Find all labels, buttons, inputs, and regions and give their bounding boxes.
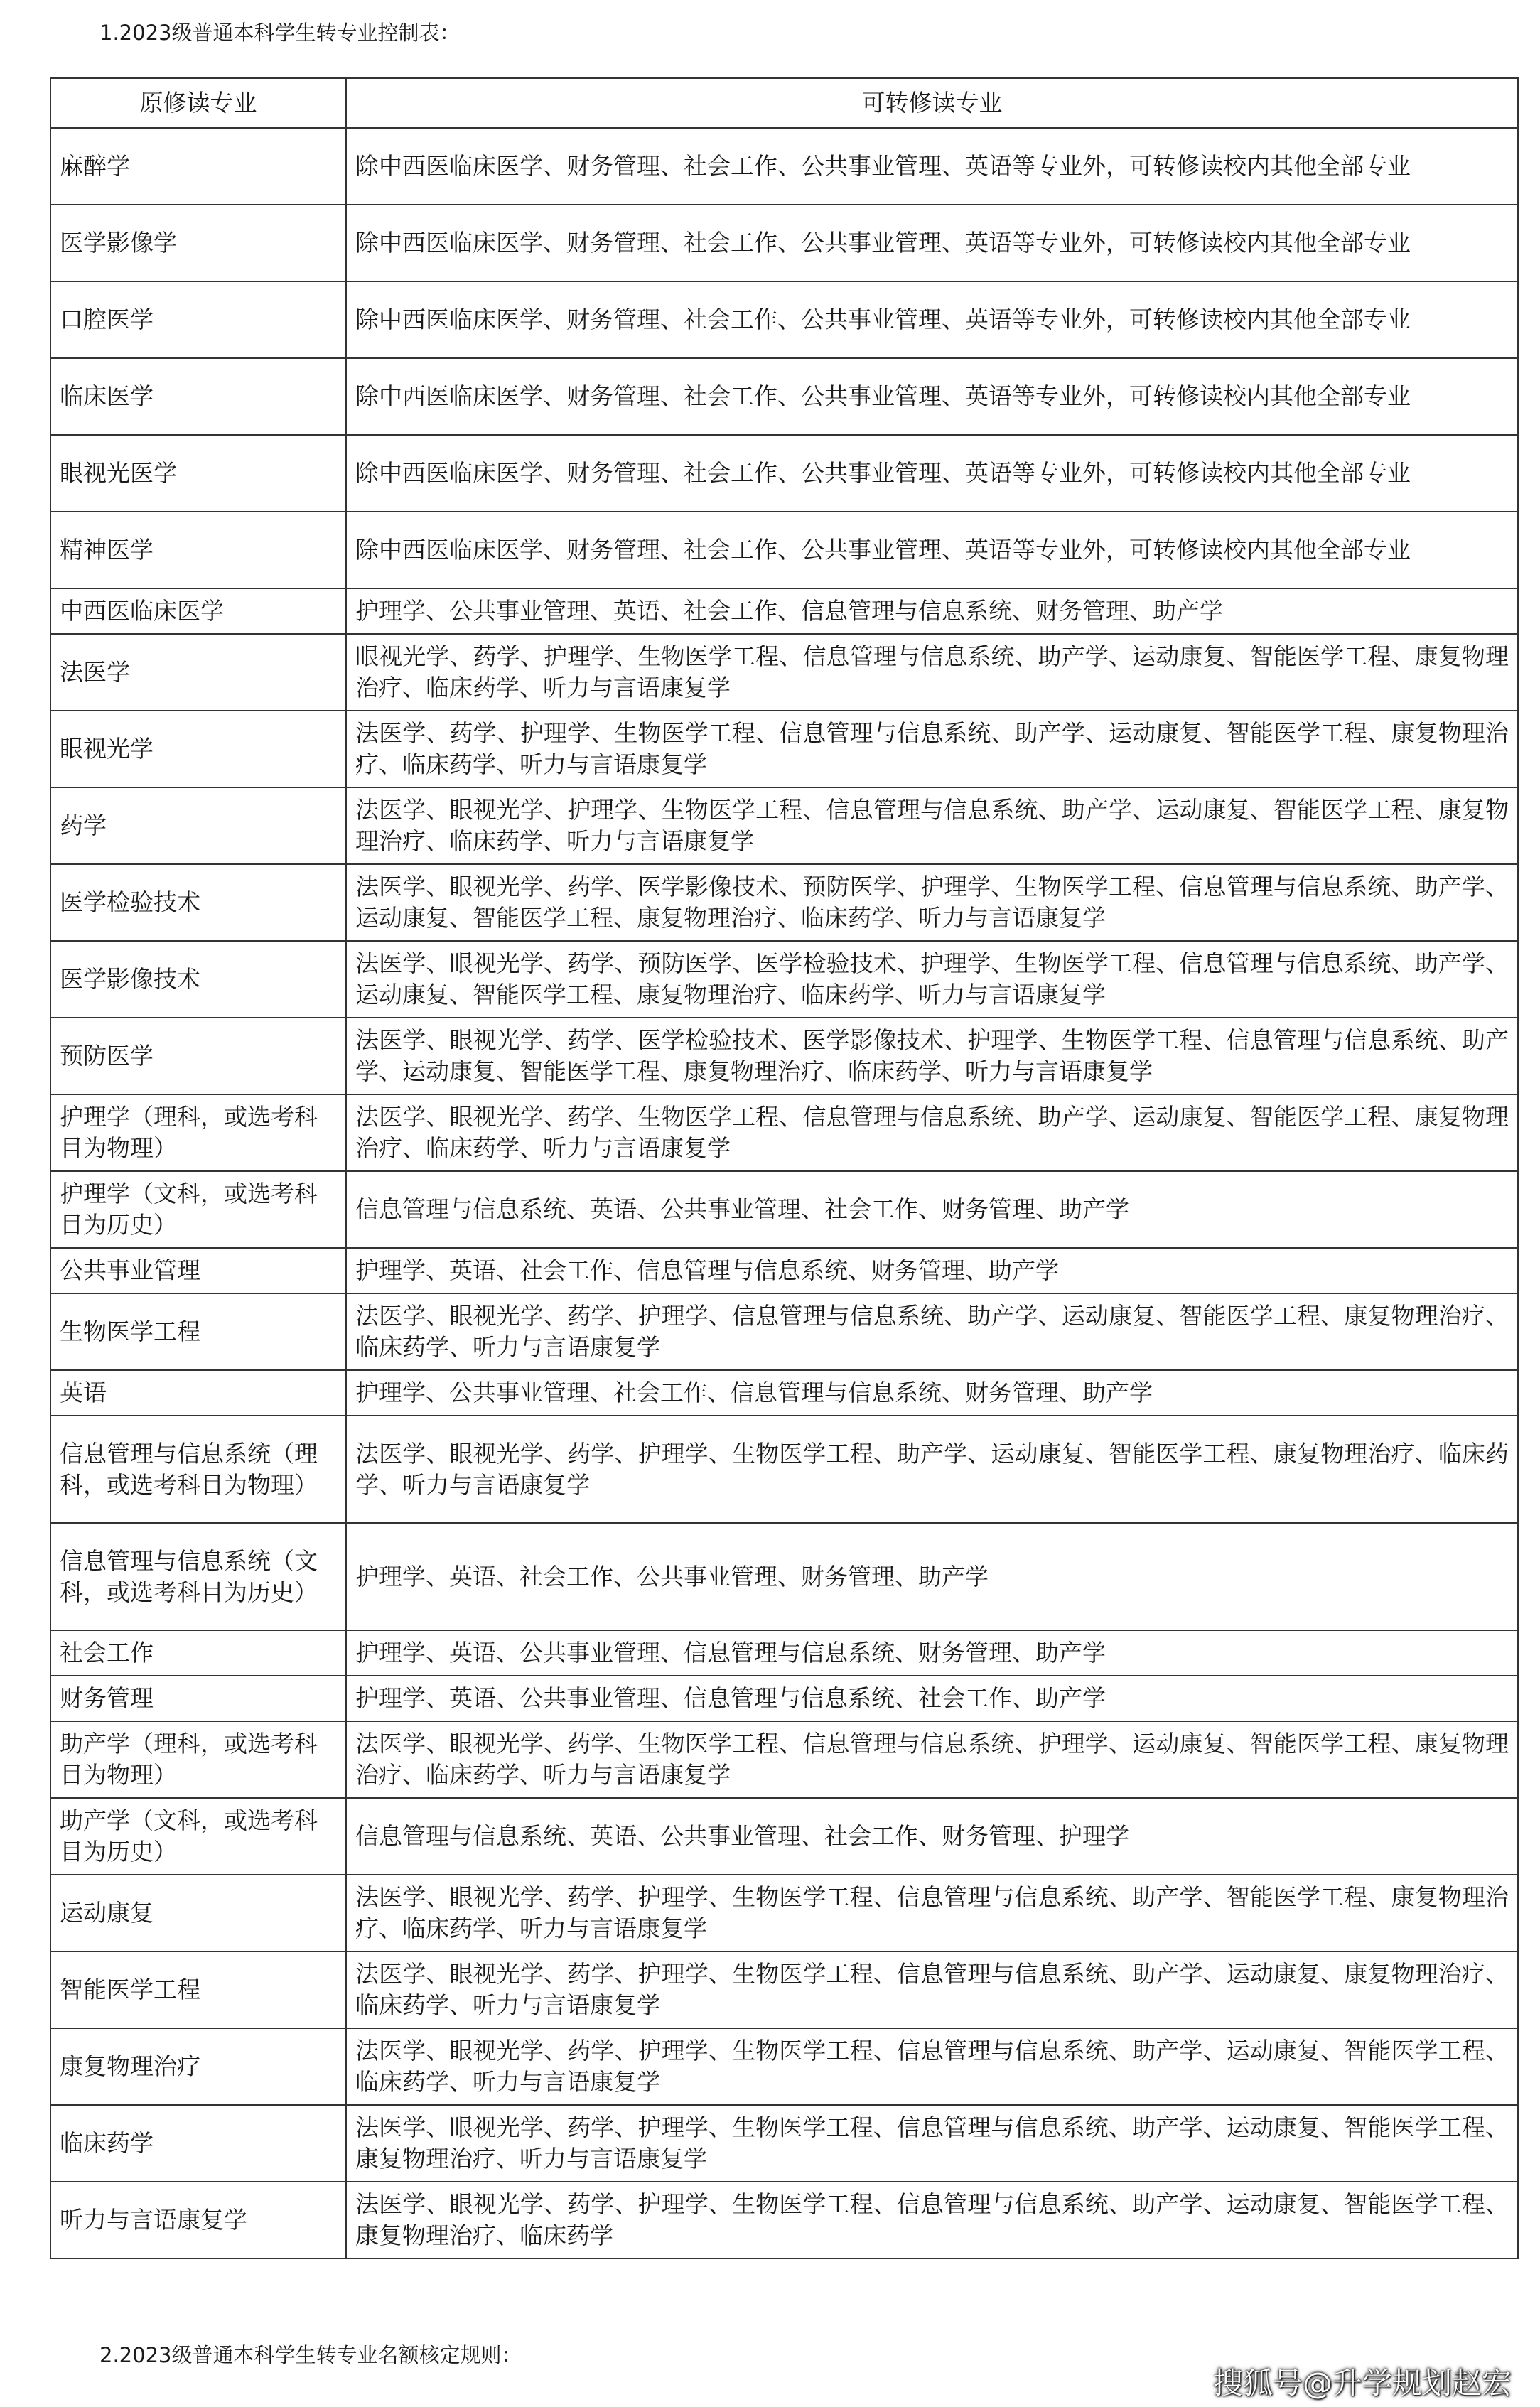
cell-original-major: 医学影像学 — [50, 205, 346, 281]
cell-allowed-majors: 信息管理与信息系统、英语、公共事业管理、社会工作、财务管理、助产学 — [346, 1171, 1518, 1248]
cell-allowed-majors: 护理学、英语、公共事业管理、信息管理与信息系统、财务管理、助产学 — [346, 1630, 1518, 1676]
table-row — [50, 1676, 1518, 1721]
table-row — [50, 1798, 1518, 1875]
cell-original-major: 预防医学 — [50, 1018, 346, 1094]
cell-original-major: 护理学（理科，或选考科目为物理） — [50, 1094, 346, 1171]
table-row — [50, 1293, 1518, 1370]
cell-allowed-majors: 除中西医临床医学、财务管理、社会工作、公共事业管理、英语等专业外，可转修读校内其他全部专业 — [346, 205, 1518, 281]
table-row — [50, 941, 1518, 1018]
cell-original-major: 临床医学 — [50, 358, 346, 435]
cell-allowed-majors: 法医学、药学、护理学、生物医学工程、信息管理与信息系统、助产学、运动康复、智能医学工程、康复物理治疗、临床药学、听力与言语康复学 — [346, 711, 1518, 787]
cell-original-major: 智能医学工程 — [50, 1951, 346, 2028]
table-row — [50, 711, 1518, 787]
header-original-major: 原修读专业 — [50, 78, 346, 128]
cell-allowed-majors: 除中西医临床医学、财务管理、社会工作、公共事业管理、英语等专业外，可转修读校内其他全部专业 — [346, 281, 1518, 358]
table-row — [50, 588, 1518, 634]
cell-original-major: 信息管理与信息系统（文科，或选考科目为历史） — [50, 1523, 346, 1630]
cell-original-major: 眼视光学 — [50, 711, 346, 787]
cell-original-major: 药学 — [50, 787, 346, 864]
cell-allowed-majors: 护理学、英语、公共事业管理、信息管理与信息系统、社会工作、助产学 — [346, 1676, 1518, 1721]
table-row — [50, 128, 1518, 205]
table-row — [50, 1416, 1518, 1523]
cell-original-major: 精神医学 — [50, 512, 346, 588]
table-row — [50, 1630, 1518, 1676]
cell-allowed-majors: 法医学、眼视光学、药学、护理学、生物医学工程、信息管理与信息系统、助产学、运动康复、智能医学工程、康复物理治疗、临床药学 — [346, 2182, 1518, 2258]
cell-allowed-majors: 除中西医临床医学、财务管理、社会工作、公共事业管理、英语等专业外，可转修读校内其他全部专业 — [346, 128, 1518, 205]
cell-original-major: 中西医临床医学 — [50, 588, 346, 634]
table-row — [50, 281, 1518, 358]
table-row — [50, 1951, 1518, 2028]
table-row — [50, 787, 1518, 864]
cell-original-major: 法医学 — [50, 634, 346, 711]
cell-original-major: 临床药学 — [50, 2105, 346, 2182]
watermark-text: 搜狐号@升学规划赵宏 — [1212, 2366, 1512, 2401]
header-allowed-majors: 可转修读专业 — [346, 78, 1518, 128]
cell-allowed-majors: 信息管理与信息系统、英语、公共事业管理、社会工作、财务管理、护理学 — [346, 1798, 1518, 1875]
cell-allowed-majors: 法医学、眼视光学、药学、护理学、生物医学工程、信息管理与信息系统、助产学、运动康复、智能医学工程、临床药学、听力与言语康复学 — [346, 2028, 1518, 2105]
table-body — [50, 128, 1518, 2258]
cell-allowed-majors: 法医学、眼视光学、药学、护理学、生物医学工程、助产学、运动康复、智能医学工程、康复物理治疗、临床药学、听力与言语康复学 — [346, 1416, 1518, 1523]
cell-original-major: 英语 — [50, 1370, 346, 1416]
table-row — [50, 1018, 1518, 1094]
table-row — [50, 1370, 1518, 1416]
table-row — [50, 634, 1518, 711]
cell-allowed-majors: 护理学、英语、社会工作、公共事业管理、财务管理、助产学 — [346, 1523, 1518, 1630]
cell-original-major: 听力与言语康复学 — [50, 2182, 346, 2258]
table-row — [50, 1721, 1518, 1798]
cell-allowed-majors: 法医学、眼视光学、药学、生物医学工程、信息管理与信息系统、护理学、运动康复、智能医学工程、康复物理治疗、临床药学、听力与言语康复学 — [346, 1721, 1518, 1798]
cell-allowed-majors: 护理学、公共事业管理、英语、社会工作、信息管理与信息系统、财务管理、助产学 — [346, 588, 1518, 634]
cell-original-major: 助产学（文科，或选考科目为历史） — [50, 1798, 346, 1875]
table-row — [50, 864, 1518, 941]
section-heading-control-table: 1.2023级普通本科学生转专业控制表： — [99, 21, 461, 45]
cell-allowed-majors: 法医学、眼视光学、药学、预防医学、医学检验技术、护理学、生物医学工程、信息管理与信息系统、助产学、运动康复、智能医学工程、康复物理治疗、临床药学、听力与言语康复学 — [346, 941, 1518, 1018]
table-row — [50, 1094, 1518, 1171]
cell-allowed-majors: 法医学、眼视光学、药学、护理学、信息管理与信息系统、助产学、运动康复、智能医学工程、康复物理治疗、临床药学、听力与言语康复学 — [346, 1293, 1518, 1370]
cell-allowed-majors: 法医学、眼视光学、药学、护理学、生物医学工程、信息管理与信息系统、助产学、运动康复、康复物理治疗、临床药学、听力与言语康复学 — [346, 1951, 1518, 2028]
cell-original-major: 眼视光医学 — [50, 435, 346, 512]
table-row — [50, 2028, 1518, 2105]
cell-original-major: 社会工作 — [50, 1630, 346, 1676]
cell-original-major: 生物医学工程 — [50, 1293, 346, 1370]
cell-original-major: 财务管理 — [50, 1676, 346, 1721]
table-row — [50, 1875, 1518, 1951]
cell-original-major: 口腔医学 — [50, 281, 346, 358]
table-row — [50, 1248, 1518, 1293]
table-row — [50, 358, 1518, 435]
cell-original-major: 运动康复 — [50, 1875, 346, 1951]
table-header-row — [50, 78, 1518, 128]
cell-allowed-majors: 法医学、眼视光学、药学、医学检验技术、医学影像技术、护理学、生物医学工程、信息管理与信息系统、助产学、运动康复、智能医学工程、康复物理治疗、临床药学、听力与言语康复学 — [346, 1018, 1518, 1094]
cell-original-major: 公共事业管理 — [50, 1248, 346, 1293]
cell-allowed-majors: 法医学、眼视光学、药学、生物医学工程、信息管理与信息系统、助产学、运动康复、智能医学工程、康复物理治疗、临床药学、听力与言语康复学 — [346, 1094, 1518, 1171]
table-row — [50, 1171, 1518, 1248]
cell-allowed-majors: 除中西医临床医学、财务管理、社会工作、公共事业管理、英语等专业外，可转修读校内其他全部专业 — [346, 358, 1518, 435]
table-row — [50, 512, 1518, 588]
cell-allowed-majors: 法医学、眼视光学、药学、护理学、生物医学工程、信息管理与信息系统、助产学、智能医学工程、康复物理治疗、临床药学、听力与言语康复学 — [346, 1875, 1518, 1951]
cell-original-major: 助产学（理科，或选考科目为物理） — [50, 1721, 346, 1798]
cell-allowed-majors: 除中西医临床医学、财务管理、社会工作、公共事业管理、英语等专业外，可转修读校内其他全部专业 — [346, 512, 1518, 588]
cell-original-major: 医学影像技术 — [50, 941, 346, 1018]
table-row — [50, 2105, 1518, 2182]
cell-original-major: 护理学（文科，或选考科目为历史） — [50, 1171, 346, 1248]
cell-allowed-majors: 法医学、眼视光学、药学、医学影像技术、预防医学、护理学、生物医学工程、信息管理与信息系统、助产学、运动康复、智能医学工程、康复物理治疗、临床药学、听力与言语康复学 — [346, 864, 1518, 941]
transfer-control-table — [50, 77, 1519, 2259]
cell-allowed-majors: 除中西医临床医学、财务管理、社会工作、公共事业管理、英语等专业外，可转修读校内其他全部专业 — [346, 435, 1518, 512]
table-row — [50, 435, 1518, 512]
table-row — [50, 1523, 1518, 1630]
cell-allowed-majors: 法医学、眼视光学、护理学、生物医学工程、信息管理与信息系统、助产学、运动康复、智能医学工程、康复物理治疗、临床药学、听力与言语康复学 — [346, 787, 1518, 864]
cell-allowed-majors: 眼视光学、药学、护理学、生物医学工程、信息管理与信息系统、助产学、运动康复、智能医学工程、康复物理治疗、临床药学、听力与言语康复学 — [346, 634, 1518, 711]
cell-original-major: 医学检验技术 — [50, 864, 346, 941]
cell-original-major: 麻醉学 — [50, 128, 346, 205]
cell-allowed-majors: 护理学、英语、社会工作、信息管理与信息系统、财务管理、助产学 — [346, 1248, 1518, 1293]
table-row — [50, 2182, 1518, 2258]
table-row — [50, 205, 1518, 281]
cell-allowed-majors: 法医学、眼视光学、药学、护理学、生物医学工程、信息管理与信息系统、助产学、运动康复、智能医学工程、康复物理治疗、听力与言语康复学 — [346, 2105, 1518, 2182]
cell-original-major: 信息管理与信息系统（理科，或选考科目为物理） — [50, 1416, 346, 1523]
section-heading-quota-rules: 2.2023级普通本科学生转专业名额核定规则： — [99, 2343, 522, 2367]
cell-original-major: 康复物理治疗 — [50, 2028, 346, 2105]
cell-allowed-majors: 护理学、公共事业管理、社会工作、信息管理与信息系统、财务管理、助产学 — [346, 1370, 1518, 1416]
